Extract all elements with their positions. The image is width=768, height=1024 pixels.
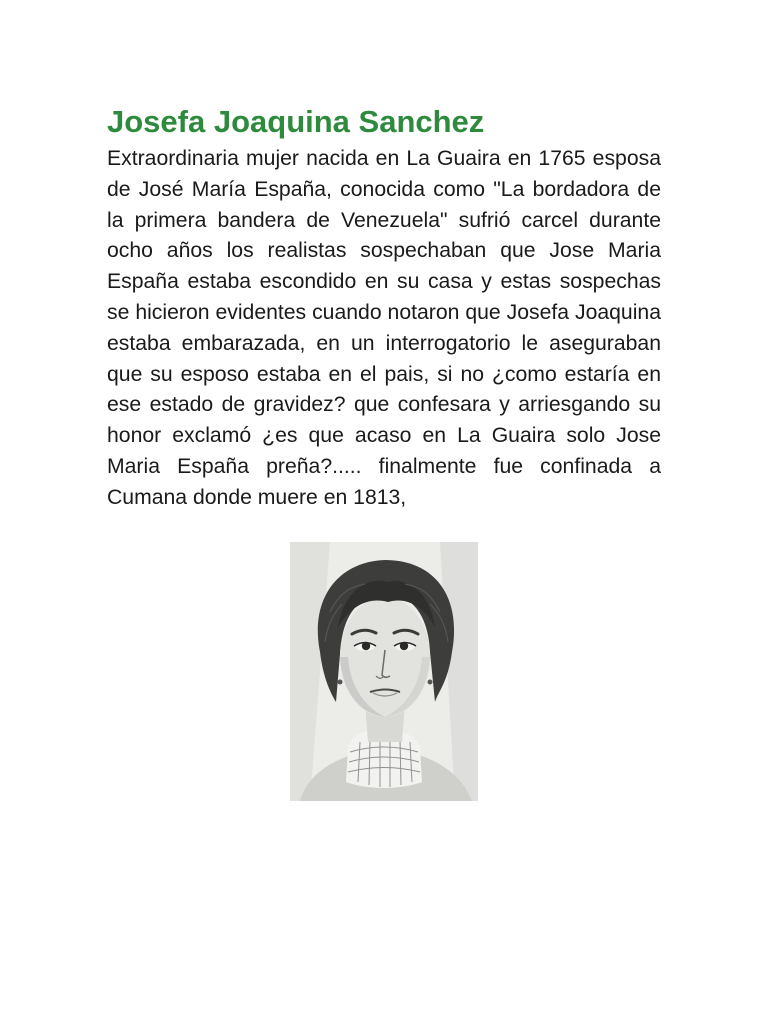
document-body: Extraordinaria mujer nacida en La Guaira en 1765 esposa de José María España, conocida como "La bordadora de la primera bandera de Venezuela" sufrió carcel durante ocho años los realistas sospechaban que Jose Maria España estaba escondido en su casa y estas sospechas se hicieron evidentes cuando notaron que Josefa Joaquina estaba embarazada, en un interrogatorio le aseguraban que su esposo estaba en el pais, si no ¿como estaría en ese estado de gravidez? que confesara y arriesgando su honor exclamó ¿es que acaso en La Guaira solo Jose Maria España preña?..... finalmente fue confinada a Cumana donde muere en 1813, (107, 147, 661, 509)
portrait-drawing (290, 542, 478, 801)
document-title: Josefa Joaquina Sanchez (107, 104, 485, 139)
document-content (107, 100, 661, 514)
portrait-image (290, 542, 478, 801)
